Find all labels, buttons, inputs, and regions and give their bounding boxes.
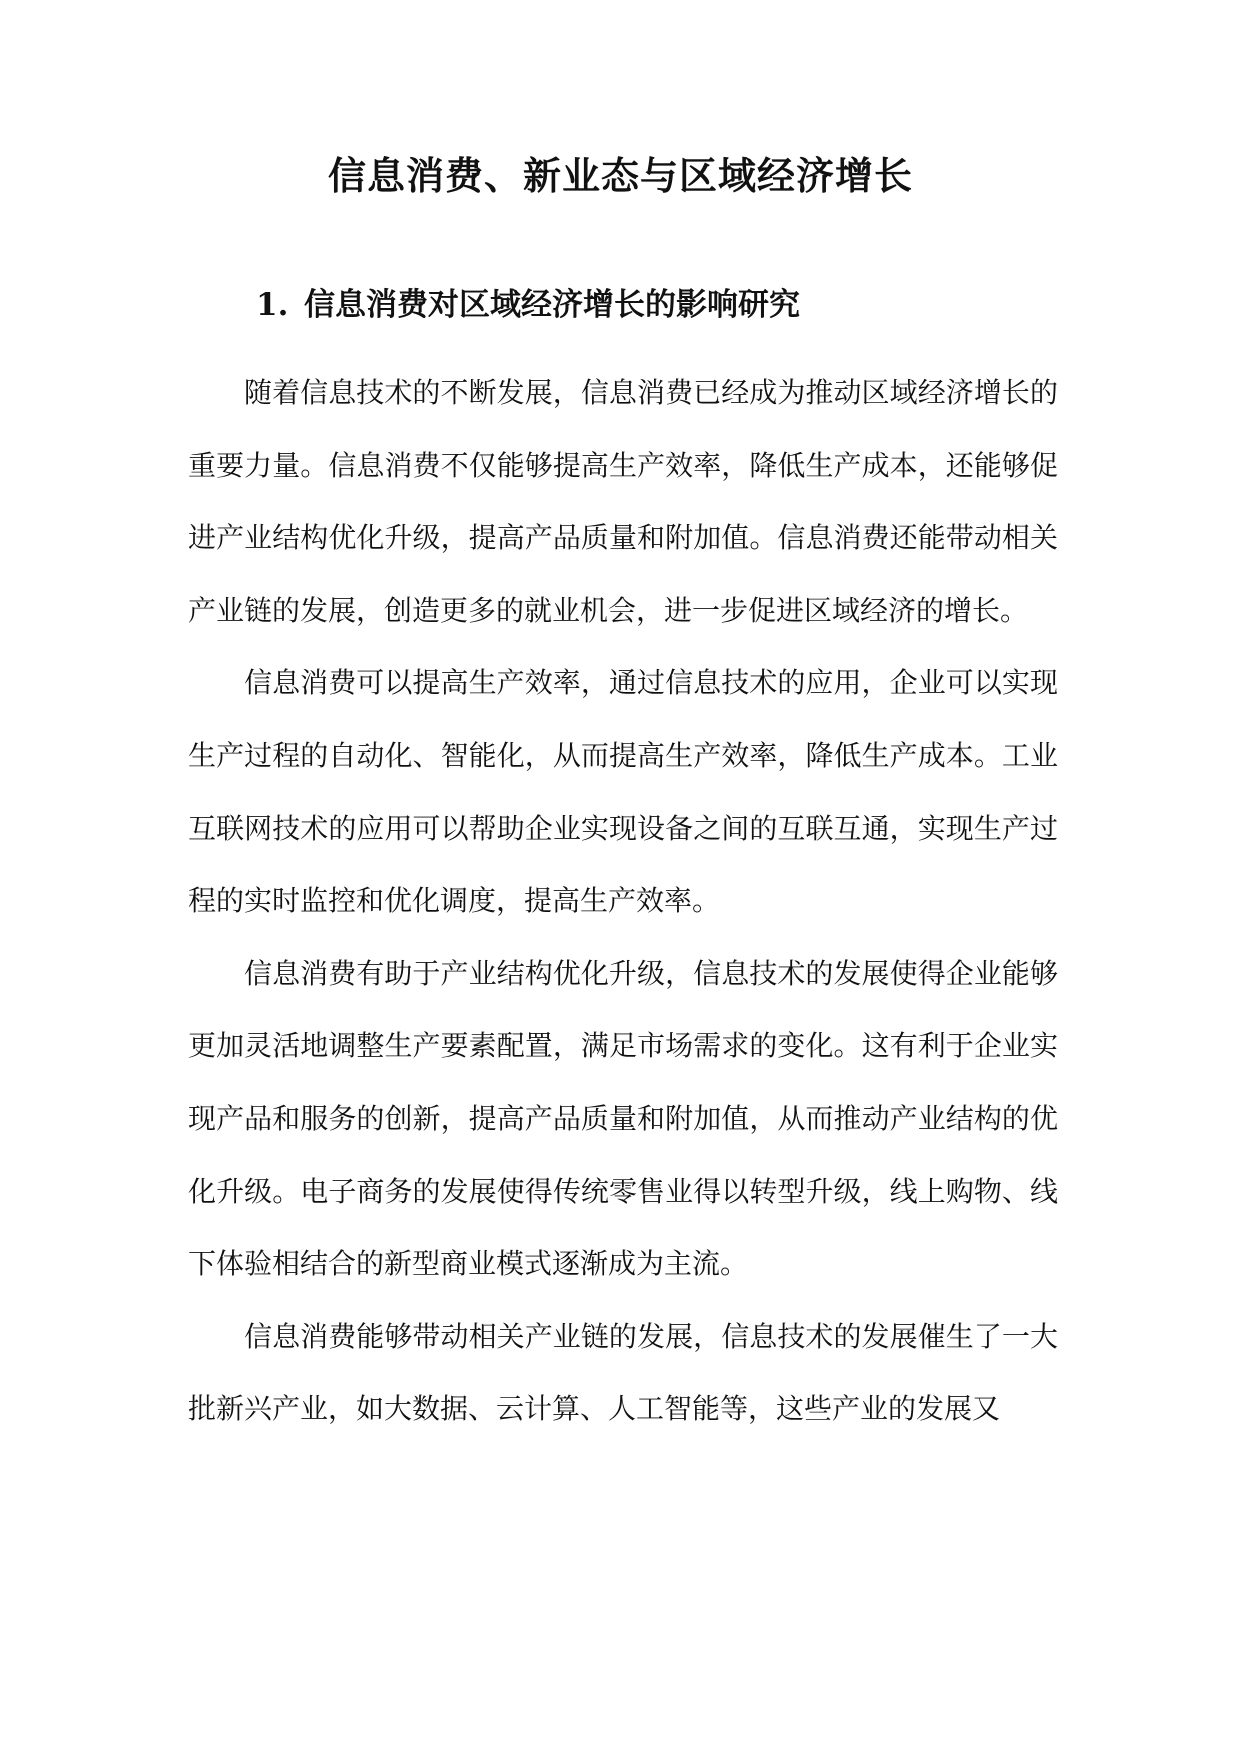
paragraph: 随着信息技术的不断发展，信息消费已经成为推动区域经济增长的重要力量。信息消费不仅能够提高生产效率，降低生产成本，还能够促进产业结构优化升级，提高产品质量和附加值。信息消费还能带动相关产业链的发展，创造更多的就业机会，进一步促进区域经济的增长。 xyxy=(188,376,1058,627)
paragraph: 信息消费能够带动相关产业链的发展，信息技术的发展催生了一大批新兴产业，如大数据、云计算、人工智能等，这些产业的发展又 xyxy=(188,1319,1058,1426)
section-number: 1. xyxy=(256,287,289,323)
document-body xyxy=(188,357,1058,1446)
section-heading xyxy=(256,275,800,335)
paragraph: 信息消费可以提高生产效率，通过信息技术的应用，企业可以实现生产过程的自动化、智能化，从而提高生产效率，降低生产成本。工业互联网技术的应用可以帮助企业实现设备之间的互联互通，实现生产过程的实时监控和优化调度，提高生产效率。 xyxy=(188,666,1058,918)
section-heading-text: 信息消费对区域经济增长的影响研究 xyxy=(304,287,800,323)
document-title: 信息消费、新业态与区域经济增长 xyxy=(327,153,913,198)
paragraph: 信息消费有助于产业结构优化升级，信息技术的发展使得企业能够更加灵活地调整生产要素配置，满足市场需求的变化。这有利于企业实现产品和服务的创新，提高产品质量和附加值，从而推动产业结构的优化升级。电子商务的发展使得传统零售业得以转型升级，线上购物、线下体验相结合的新型商业模式逐渐成为主流。 xyxy=(188,956,1058,1281)
